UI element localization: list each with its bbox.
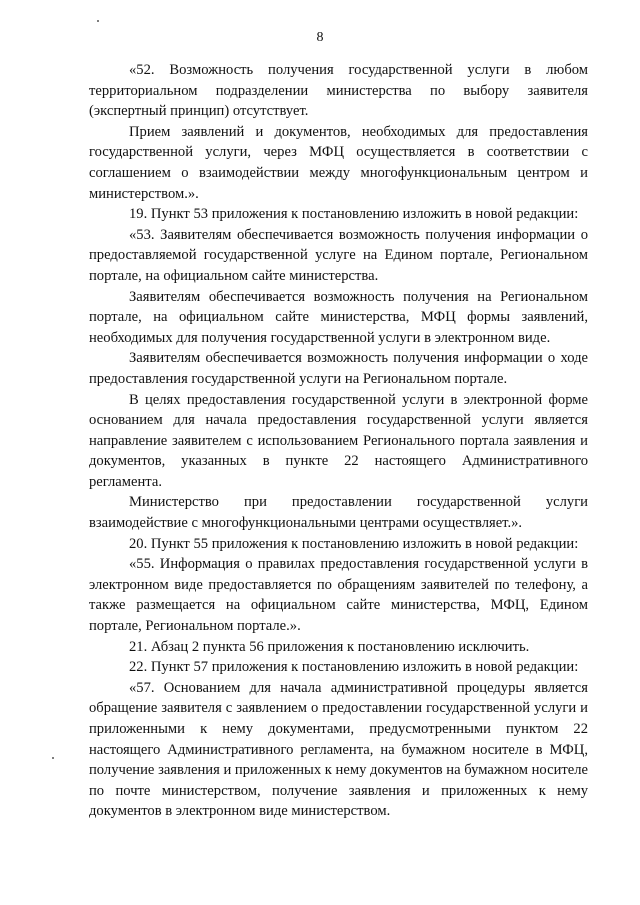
- paragraph: «55. Информация о правилах предоставления государственной услуги в электронном виде предоставляется по обращениям заявителей по телефону, а также размещается на официальном сайте министерства, МФЦ, Едином портале, Региональном портале.».: [89, 556, 588, 635]
- scan-speck: [52, 757, 54, 759]
- document-body: [89, 60, 588, 822]
- scan-speck: [97, 20, 99, 22]
- paragraph: «57. Основанием для начала административной процедуры является обращение заявителя с заявлением о предоставлении государственной услуги и приложенными к нему документами, предусмотренными пунктом 22 настоящего Административного регламента, на бумажном носителе в МФЦ, получение заявления и приложенных к нему документов на бумажном носителе по почте министерством, получение заявления и приложенных к нему документов в электронном виде министерством.: [89, 679, 588, 820]
- paragraph: Министерство при предоставлении государственной услуги взаимодействие с многофункциональными центрами осуществляет.».: [89, 494, 588, 532]
- paragraph: 21. Абзац 2 пункта 56 приложения к постановлению исключить.: [129, 638, 530, 655]
- paragraph: 20. Пункт 55 приложения к постановлению изложить в новой редакции:: [129, 535, 579, 552]
- paragraph: 19. Пункт 53 приложения к постановлению изложить в новой редакции:: [129, 206, 579, 223]
- page-number: 8: [316, 30, 324, 45]
- paragraph: «52. Возможность получения государственной услуги в любом территориальном подразделении министерства по выбору заявителя (экспертный принцип) отсутствует.: [89, 62, 588, 120]
- paragraph: Прием заявлений и документов, необходимых для предоставления государственной услуги, через МФЦ осуществляется в соответствии с соглашением о взаимодействии между многофункциональным центром и министерством.».: [89, 123, 588, 202]
- paragraph: 22. Пункт 57 приложения к постановлению изложить в новой редакции:: [129, 659, 579, 676]
- paragraph: Заявителям обеспечивается возможность получения на Региональном портале, на официальном сайте министерства, МФЦ формы заявлений, необходимых для получения государственной услуги в электронном виде.: [89, 288, 588, 346]
- paragraph: В целях предоставления государственной услуги в электронной форме основанием для начала предоставления государственной услуги является направление заявителем с использованием Регионального портала заявления и документов, указанных в пункте 22 настоящего Административного регламента.: [89, 391, 588, 490]
- paragraph: Заявителям обеспечивается возможность получения информации о ходе предоставления государственной услуги на Региональном портале.: [89, 350, 588, 387]
- paragraph: «53. Заявителям обеспечивается возможность получения информации о предоставляемой государственной услуге на Едином портале, Региональном портале, на официальном сайте министерства.: [89, 226, 588, 284]
